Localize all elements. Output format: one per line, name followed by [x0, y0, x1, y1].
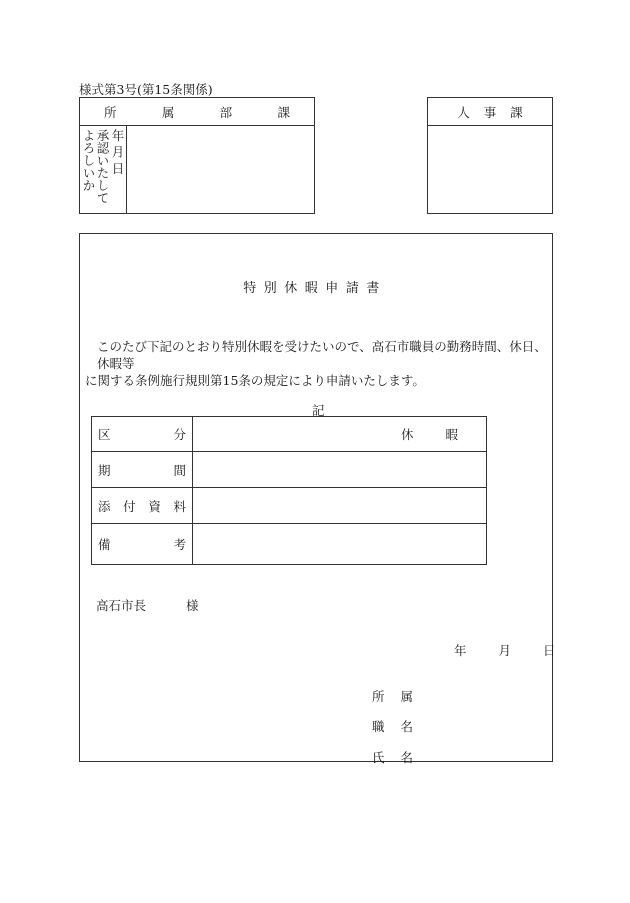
table-row	[92, 417, 487, 452]
signature-position	[372, 717, 413, 735]
hr-header	[428, 98, 552, 126]
label-char: 期	[98, 462, 111, 478]
application-body-text	[85, 338, 555, 389]
label-char: 添	[98, 498, 111, 514]
row-label-remarks	[92, 524, 193, 565]
department-header-char: 属	[161, 104, 175, 120]
value-char: 暇	[445, 427, 458, 442]
addressee: 高石市長	[96, 598, 147, 613]
value-char: 休	[401, 427, 414, 442]
hr-header-char: 課	[510, 104, 523, 120]
date-month-char: 月	[498, 643, 511, 658]
attachments-value-cell[interactable]	[193, 488, 487, 524]
label-char: 考	[173, 537, 186, 552]
label-char: 区	[98, 427, 111, 442]
date-day-char: 日	[542, 643, 556, 658]
period-value-cell[interactable]	[193, 452, 487, 488]
approval-question-text: よろしいか	[81, 129, 96, 192]
department-approval-box	[79, 97, 315, 214]
approval-question-cell	[80, 125, 127, 213]
label-char: 間	[173, 462, 186, 478]
row-label-attachments	[92, 488, 193, 524]
honorific: 様	[186, 598, 199, 613]
label-char: 付	[123, 498, 136, 514]
hr-section-box	[427, 97, 553, 214]
signature-char: 職	[372, 719, 385, 734]
signature-char: 氏	[372, 750, 385, 765]
addressee-line	[96, 596, 199, 614]
body-line: に関する条例施行規則第15条の規定により申請いたします。	[85, 373, 425, 388]
department-header-char: 所	[104, 104, 117, 120]
department-header-char: 課	[277, 104, 290, 120]
department-header	[80, 98, 314, 126]
table-row	[92, 524, 487, 565]
document-title: 特別休暇申請書	[243, 281, 387, 296]
date-year-char: 年	[454, 643, 467, 658]
label-char: 料	[173, 498, 186, 514]
form-number: 様式第3号(第15条関係)	[79, 82, 213, 97]
hr-header-char: 人	[457, 104, 470, 120]
signature-char: 所	[372, 689, 385, 704]
label-char: 資	[148, 498, 161, 514]
table-row	[92, 488, 487, 524]
signature-affiliation	[372, 687, 413, 705]
approval-date-text: 年 月 日	[110, 129, 125, 175]
department-header-char: 部	[219, 104, 233, 120]
row-label-category	[92, 417, 193, 452]
label-char: 分	[173, 427, 186, 442]
category-value-cell[interactable]	[193, 417, 487, 452]
row-label-period	[92, 452, 193, 488]
body-line: このたび下記のとおり特別休暇を受けたいので、高石市職員の勤務時間、休日、休暇等	[97, 339, 547, 371]
label-char: 備	[98, 537, 111, 552]
application-date	[454, 641, 555, 659]
approval-question-text: 承認いたして	[95, 129, 110, 204]
details-table	[91, 416, 487, 565]
signature-char: 属	[400, 689, 413, 704]
signature-name	[372, 748, 413, 766]
table-row	[92, 452, 487, 488]
signature-char: 名	[400, 719, 413, 734]
remarks-value-cell[interactable]	[193, 524, 487, 565]
ki-heading: 記	[312, 403, 325, 418]
hr-header-char: 事	[483, 104, 497, 120]
signature-char: 名	[400, 750, 413, 765]
